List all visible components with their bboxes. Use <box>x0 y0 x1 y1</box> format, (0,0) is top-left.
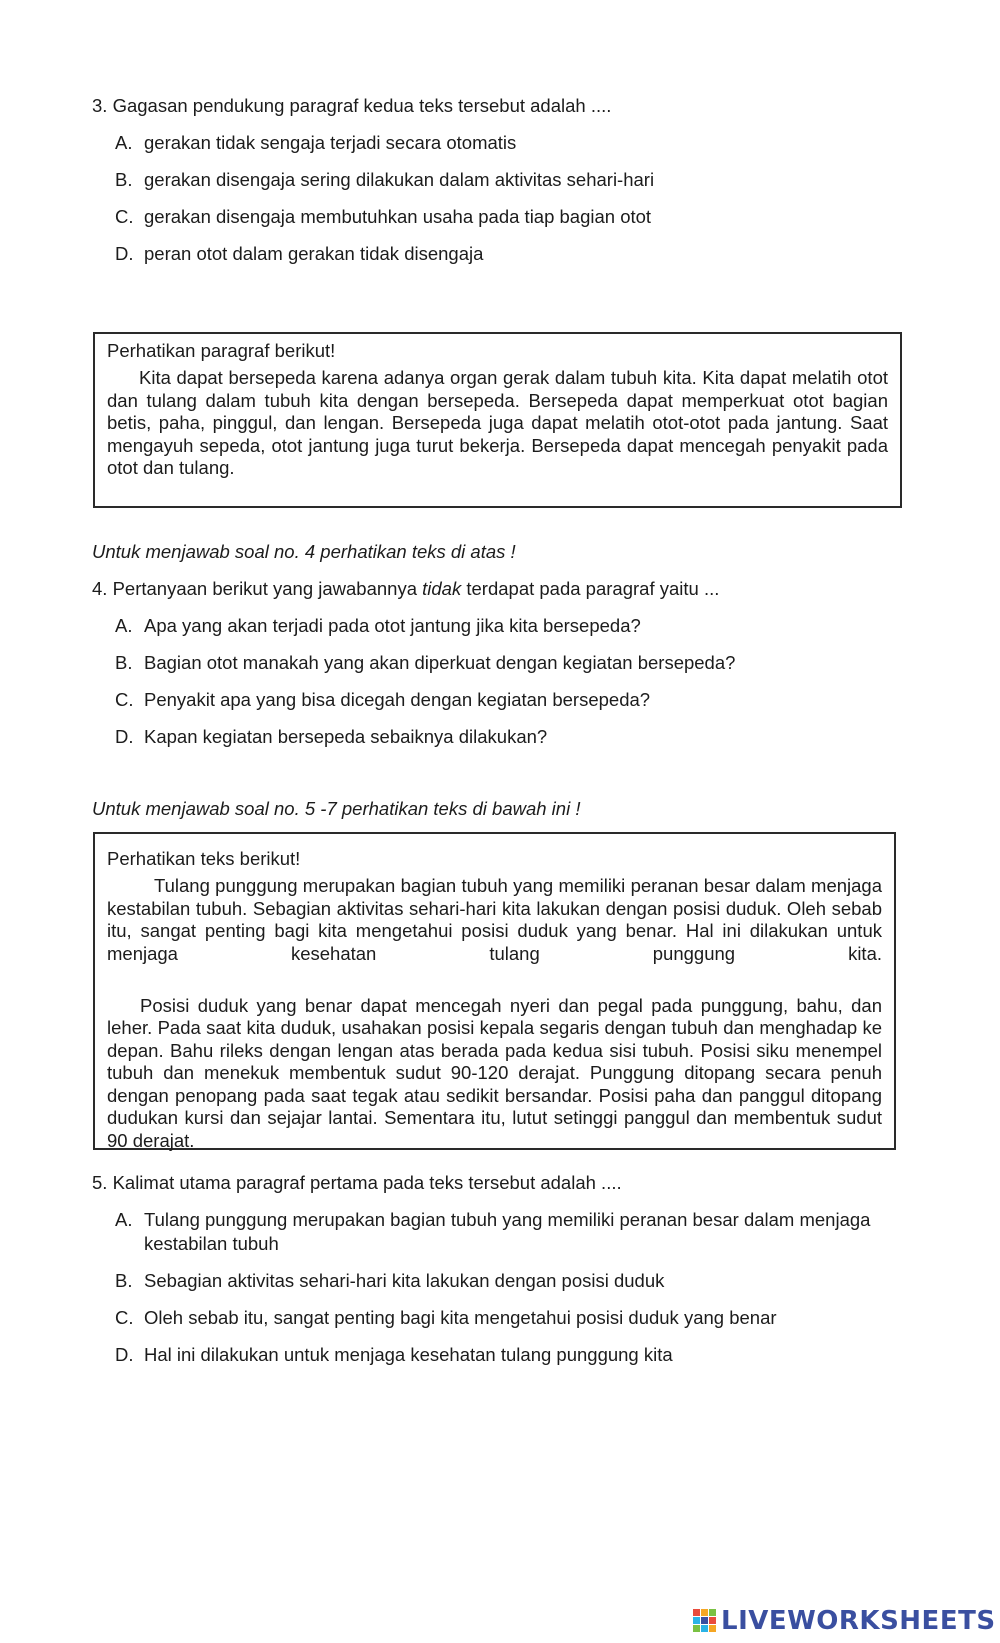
reading-passage-box-1 <box>93 332 902 508</box>
option-text: Tulang punggung merupakan bagian tubuh yang memiliki peranan besar dalam menjaga kestabilan tubuh <box>144 1209 871 1254</box>
option-text: peran otot dalam gerakan tidak disengaja <box>144 243 484 264</box>
question-3-option-a[interactable] <box>115 131 516 155</box>
question-4-option-b[interactable] <box>115 651 735 675</box>
question-3-option-c[interactable] <box>115 205 651 229</box>
stem-text: 4. Pertanyaan berikut yang jawabannya <box>92 578 423 599</box>
question-5-option-d[interactable] <box>115 1343 673 1367</box>
option-letter: D. <box>115 726 134 747</box>
option-text: gerakan disengaja sering dilakukan dalam aktivitas sehari-hari <box>144 169 655 190</box>
option-letter: C. <box>115 689 134 710</box>
question-3-option-d[interactable] <box>115 242 483 266</box>
liveworksheets-logo-icon <box>693 1609 717 1633</box>
option-letter: C. <box>115 1307 134 1328</box>
option-text: Bagian otot manakah yang akan diperkuat dengan kegiatan bersepeda? <box>144 652 736 673</box>
stem-emphasis: tidak <box>422 578 462 599</box>
option-letter: A. <box>115 1209 133 1230</box>
option-letter: D. <box>115 243 134 264</box>
stem-text: terdapat pada paragraf yaitu ... <box>461 578 720 599</box>
passage-paragraph: Kita dapat bersepeda karena adanya organ gerak dalam tubuh kita. Kita dapat melatih otot dan tulang dalam tubuh kita dengan bersepeda. Bersepeda dapat memperkuat otot bagian betis, paha, pinggul, dan lengan. Bersepeda juga dapat melatih otot-otot pada jantung. Saat mengayuh sepeda, otot jantung juga turut bekerja. Bersepeda dapat mencegah penyakit pada otot dan tulang. <box>107 367 888 478</box>
question-4-option-a[interactable] <box>115 614 641 638</box>
instruction-note-4: Untuk menjawab soal no. 4 perhatikan teks di atas ! <box>92 541 516 562</box>
question-3-option-b[interactable] <box>115 168 654 192</box>
passage-title: Perhatikan paragraf berikut! <box>107 340 336 361</box>
question-5-option-b[interactable] <box>115 1269 664 1293</box>
question-5-option-c[interactable] <box>115 1306 777 1330</box>
option-text: Oleh sebab itu, sangat penting bagi kita mengetahui posisi duduk yang benar <box>144 1307 777 1328</box>
reading-passage-box-2 <box>93 832 896 1150</box>
question-4-option-d[interactable] <box>115 725 547 749</box>
option-letter: B. <box>115 169 133 190</box>
option-letter: B. <box>115 1270 133 1291</box>
option-letter: D. <box>115 1344 134 1365</box>
option-text: Penyakit apa yang bisa dicegah dengan kegiatan bersepeda? <box>144 689 651 710</box>
question-5-option-a[interactable] <box>115 1208 905 1256</box>
option-text: gerakan tidak sengaja terjadi secara otomatis <box>144 132 517 153</box>
option-letter: C. <box>115 206 134 227</box>
passage-title: Perhatikan teks berikut! <box>107 848 301 869</box>
option-letter: A. <box>115 132 133 153</box>
option-text: Apa yang akan terjadi pada otot jantung jika kita bersepeda? <box>144 615 641 636</box>
option-letter: A. <box>115 615 133 636</box>
passage-paragraph-2: Posisi duduk yang benar dapat mencegah nyeri dan pegal pada punggung, bahu, dan leher. Pada saat kita duduk, usahakan posisi kepala segaris dengan tubuh dan menghadap ke depan. Bahu rileks dengan lengan atas berada pada kedua sisi tubuh. Posisi siku menempel tubuh dan menekuk membentuk sudut 90-120 derajat. Punggung ditopang secara penuh dengan penopang pada saat tegak atau sedikit bersandar. Posisi paha dan panggul ditopang dudukan kursi dan sejajar lantai. Sementara itu, lutut setinggi panggul dan membentuk sudut 90 derajat. <box>107 994 882 1151</box>
question-5-stem: 5. Kalimat utama paragraf pertama pada teks tersebut adalah .... <box>92 1172 622 1193</box>
question-3-stem: 3. Gagasan pendukung paragraf kedua teks tersebut adalah .... <box>92 95 612 116</box>
option-text: Kapan kegiatan bersepeda sebaiknya dilakukan? <box>144 726 548 747</box>
option-text: gerakan disengaja membutuhkan usaha pada tiap bagian otot <box>144 206 652 227</box>
option-letter: B. <box>115 652 133 673</box>
question-4-option-c[interactable] <box>115 688 650 712</box>
instruction-note-5: Untuk menjawab soal no. 5 -7 perhatikan teks di bawah ini ! <box>92 798 581 819</box>
question-4-stem <box>92 577 719 601</box>
passage-paragraph-1: Tulang punggung merupakan bagian tubuh yang memiliki peranan besar dalam menjaga kestabilan tubuh. Sebagian aktivitas sehari-hari kita lakukan dengan posisi duduk. Oleh sebab itu, sangat penting bagi kita mengetahui posisi duduk yang benar. Hal ini dilakukan untuk menjaga kesehatan tulang punggung kita. <box>107 875 882 964</box>
liveworksheets-logo-text: LIVEWORKSHEETS <box>721 1606 996 1636</box>
option-text: Hal ini dilakukan untuk menjaga kesehatan tulang punggung kita <box>144 1344 673 1365</box>
option-text: Sebagian aktivitas sehari-hari kita lakukan dengan posisi duduk <box>144 1270 665 1291</box>
liveworksheets-logo[interactable] <box>693 1606 996 1636</box>
